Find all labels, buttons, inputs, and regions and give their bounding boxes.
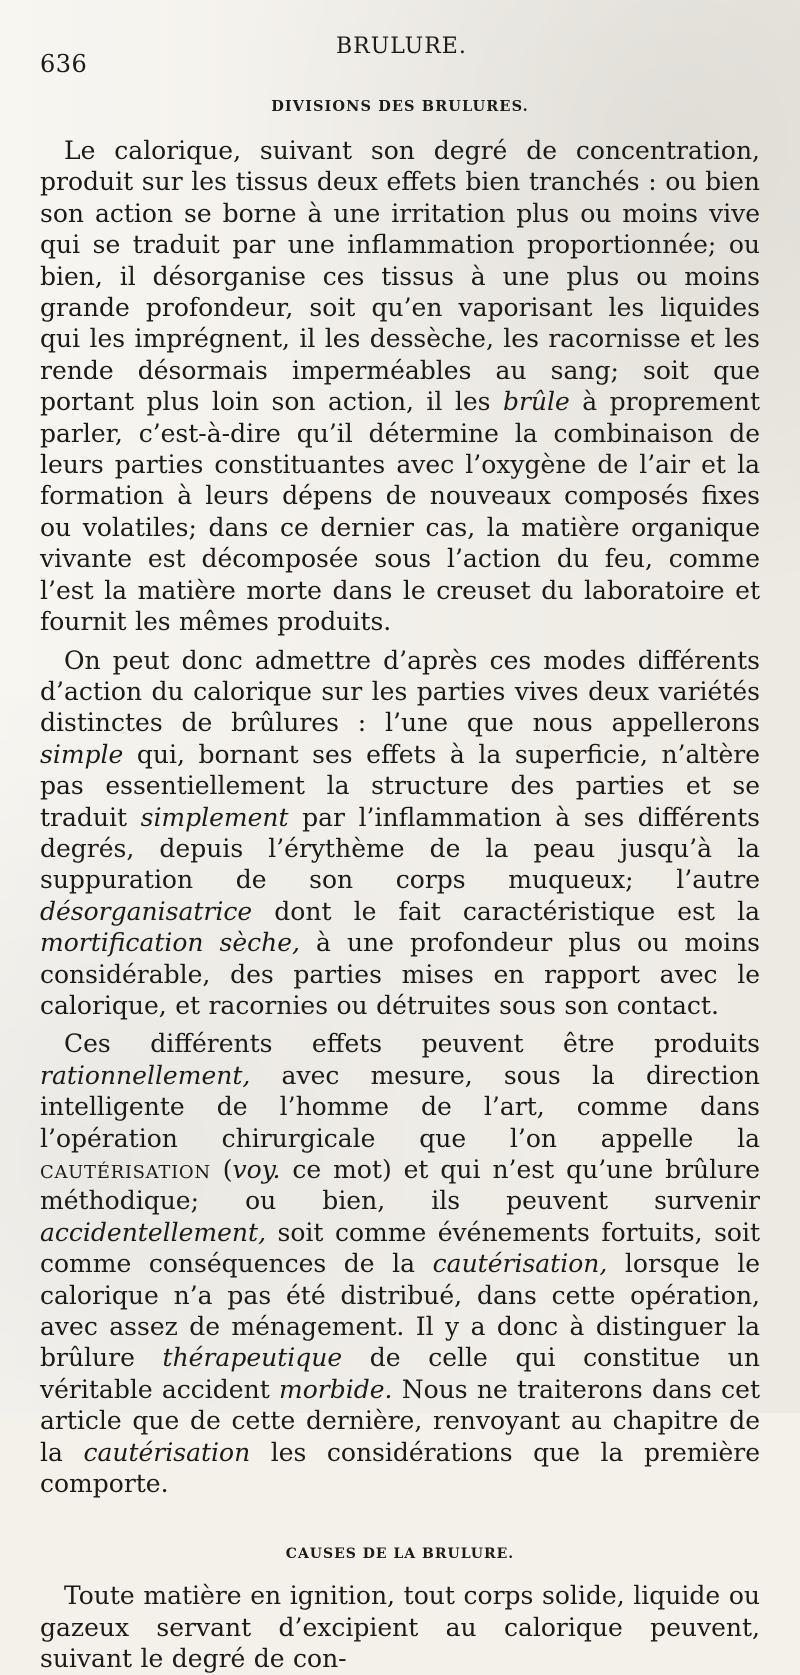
running-head (40, 34, 760, 78)
paragraph-1-text-2: à proprement parler, c’est-à-dire qu’il détermine la combinaison de leurs parties constituantes avec l’oxygène de l’air et la formation à leurs dépens de nouveaux composés fixes ou volatiles; dans ce dernier cas, la matière organique vivante est décomposée sous l’action du feu, comme l’est la matière morte dans le creuset du laboratoire et fournit les mêmes produits. (40, 387, 760, 637)
final-text (40, 1580, 760, 1674)
paragraph-2-italic-1: simple (40, 739, 124, 769)
paragraph-1 (40, 135, 760, 638)
paragraph-3-italic-4: cautérisation, (432, 1249, 608, 1279)
paragraph-3-text-8: Nous ne traiterons dans cet article que de cette dernière, renvoyant au chapitre de la (40, 1374, 760, 1467)
paragraph-3-text-6: lorsque le calorique n’a pas été distribué, dans cette opération, avec assez de ménagement. Il y a donc à distinguer la brûlure (40, 1249, 760, 1373)
subheading: CAUSES DE LA BRULURE. (285, 1546, 515, 1563)
paragraph-2-text-1: On peut donc admettre d’après ces modes différents d’action du calorique sur les parties vives deux variétés distinctes de brûlures : l’une que nous appellerons (40, 645, 760, 738)
final-paragraph: Toute matière en ignition, tout corps solide, liquide ou gazeux servant d’excipient au calorique peuvent, suivant le degré de con- (40, 1581, 760, 1674)
page-number: 636 (40, 50, 88, 78)
paragraph-3-italic-3: accidentellement, (40, 1217, 267, 1247)
main-text (40, 135, 760, 1499)
paragraph-2-text-4: dont le fait caractéristique est la (252, 896, 760, 926)
paragraph-3-italic-1: rationnellement, (40, 1060, 251, 1090)
paragraph-2-text-5: à une profondeur plus ou moins considérable, des parties mises en rapport avec le calorique, et racornies ou détruites sous son contact. (40, 928, 760, 1020)
paragraph-1-text-1: Le calorique, suivant son degré de concentration, produit sur les tissus deux effets bien tranchés : ou bien son action se borne à une irritation plus ou moins vive qui se traduit par une inflammation proportionnée; ou bien, il désorganise ces tissus à une plus ou moins grande profondeur, soit qu’en vaporisant les liquides qui les imprégnent, il les dessèche, les racornisse et les rende désormais imperméables au sang; soit que portant plus loin son action, il les (40, 136, 760, 417)
paragraph-2-text-2: qui, bornant ses effets à la superficie, n’altère pas essentiellement la structure des parties et se traduit (40, 739, 760, 832)
paragraph-3-text-5: soit comme événements fortuits, soit comme conséquences de la (40, 1217, 760, 1279)
paragraph-3-text-1: Ces différents effets peuvent être produits (64, 1029, 760, 1059)
paragraph-3-italic-7: cautérisation (83, 1437, 251, 1467)
paragraph-2-italic-3: désorganisatrice (40, 896, 253, 926)
paragraph-2-text-3: par l’inflammation à ses différents degrés, depuis l’érythème de la peau jusqu’à la suppuration de son corps muqueux; l’autre (40, 802, 760, 895)
paragraph-3-italic-5: thérapeutique (162, 1343, 343, 1373)
paragraph-3 (40, 1028, 760, 1499)
paragraph-2 (40, 645, 760, 1022)
section-heading: DIVISIONS DES BRULURES. (271, 98, 529, 115)
running-title: BRULURE. (336, 34, 467, 59)
paragraph-3-text-9: les considérations que la première comporte. (40, 1437, 760, 1499)
paragraph-3-text-2: avec mesure, sous la direction intelligente de l’homme de l’art, comme dans l’opération chirurgicale que l’on appelle la (40, 1060, 760, 1153)
paragraph-2-italic-4: mortification sèche, (40, 928, 301, 958)
paragraph-3-text-3: ( (210, 1155, 233, 1184)
paragraph-3-text-4: ce mot) et qui n’est qu’une brûlure méthodique; ou bien, ils peuvent survenir (40, 1155, 761, 1216)
paragraph-3-italic-2: voy. (232, 1155, 281, 1184)
paragraph-3-text-7: de celle qui constitue un véritable accident (40, 1343, 760, 1404)
paragraph-1-italic-1: brûle (502, 387, 570, 417)
paragraph-3-italic-6: morbide. (279, 1374, 393, 1404)
paragraph-2-italic-2: simplement (140, 802, 289, 832)
paragraph-3-smallcaps-1: cautérisation (40, 1155, 211, 1184)
